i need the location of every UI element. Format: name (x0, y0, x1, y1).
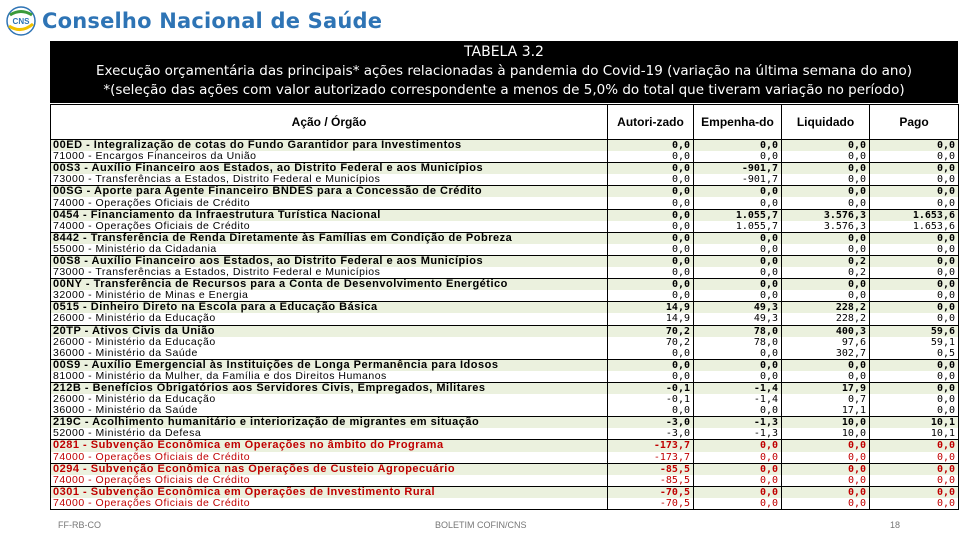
agency-label: 74000 - Operações Oficiais de Crédito (51, 452, 608, 464)
empenhado-value: 78,0 (694, 325, 782, 337)
agency-label: 55000 - Ministério da Cidadania (51, 244, 608, 256)
pago-value: 59,1 (870, 337, 959, 348)
autorizado-value: -3,0 (608, 417, 694, 429)
empenhado-value: 0,0 (694, 279, 782, 291)
pago-value: 0,0 (870, 163, 959, 175)
col-header-pago: Pago (870, 105, 959, 140)
empenhado-value: 1.055,7 (694, 221, 782, 233)
autorizado-value: -3,0 (608, 428, 694, 440)
table-note: *(seleção das ações com valor autorizado correspondente a menos de 5,0% do total que tiveram variação no período) (103, 82, 905, 98)
pago-value: 10,1 (870, 417, 959, 429)
autorizado-value: 0,0 (608, 197, 694, 209)
footer-code: FF-RB-CO (58, 520, 101, 530)
action-row (51, 163, 959, 175)
action-label: 00S3 - Auxílio Financeiro aos Estados, ao Distrito Federal e aos Municípios (51, 163, 608, 175)
autorizado-value: -173,7 (608, 452, 694, 464)
action-label: 00NY - Transferência de Recursos para a Conta de Desenvolvimento Energético (51, 279, 608, 291)
action-row (51, 279, 959, 291)
col-header-liquidado: Liquidado (782, 105, 870, 140)
col-header-autorizado: Autori-zado (608, 105, 694, 140)
empenhado-value: 0,0 (694, 186, 782, 198)
action-label: 00S9 - Auxílio Emergencial às Instituições de Longa Permanência para Idosos (51, 359, 608, 371)
action-label: 0281 - Subvenção Econômica em Operações no âmbito do Programa (51, 440, 608, 452)
liquidado-value: 0,2 (782, 267, 870, 279)
action-label: 00SG - Aporte para Agente Financeiro BNDES para a Concessão de Crédito (51, 186, 608, 198)
empenhado-value: -1,4 (694, 394, 782, 405)
action-label: 0301 - Subvenção Econômica em Operações de Investimento Rural (51, 486, 608, 498)
agency-label: 26000 - Ministério da Educação (51, 394, 608, 405)
agency-label: 32000 - Ministério de Minas e Energia (51, 290, 608, 302)
logo-text: CNS (12, 17, 30, 26)
autorizado-value: 0,0 (608, 151, 694, 163)
pago-value: 0,0 (870, 440, 959, 452)
empenhado-value: 0,0 (694, 267, 782, 279)
empenhado-value: -1,3 (694, 417, 782, 429)
agency-label: 74000 - Operações Oficiais de Crédito (51, 475, 608, 487)
pago-value: 59,6 (870, 325, 959, 337)
pago-value: 0,0 (870, 279, 959, 291)
liquidado-value: 0,0 (782, 174, 870, 186)
empenhado-value: 0,0 (694, 140, 782, 152)
agency-row (51, 221, 959, 233)
agency-row (51, 371, 959, 383)
liquidado-value: 0,0 (782, 452, 870, 464)
liquidado-value: 0,0 (782, 232, 870, 244)
agency-label: 74000 - Operações Oficiais de Crédito (51, 197, 608, 209)
pago-value: 0,0 (870, 405, 959, 417)
liquidado-value: 10,0 (782, 417, 870, 429)
pago-value: 0,0 (870, 359, 959, 371)
pago-value: 0,0 (870, 267, 959, 279)
autorizado-value: -70,5 (608, 486, 694, 498)
liquidado-value: 10,0 (782, 428, 870, 440)
pago-value: 0,0 (870, 313, 959, 325)
pago-value: 0,0 (870, 302, 959, 314)
empenhado-value: 0,0 (694, 463, 782, 475)
empenhado-value: -1,3 (694, 428, 782, 440)
agency-label: 36000 - Ministério da Saúde (51, 348, 608, 360)
action-row (51, 302, 959, 314)
agency-label: 73000 - Transferências a Estados, Distrito Federal e Municípios (51, 174, 608, 186)
pago-value: 0,0 (870, 371, 959, 383)
action-row (51, 417, 959, 429)
empenhado-value: 0,0 (694, 498, 782, 510)
autorizado-value: -0,1 (608, 382, 694, 394)
action-row (51, 486, 959, 498)
pago-value: 0,0 (870, 255, 959, 267)
pago-value: 0,0 (870, 498, 959, 510)
liquidado-value: 0,0 (782, 140, 870, 152)
action-row (51, 382, 959, 394)
autorizado-value: 0,0 (608, 209, 694, 221)
action-row (51, 359, 959, 371)
action-row (51, 232, 959, 244)
liquidado-value: 97,6 (782, 337, 870, 348)
agency-row (51, 394, 959, 405)
autorizado-value: 0,0 (608, 221, 694, 233)
empenhado-value: 0,0 (694, 359, 782, 371)
empenhado-value: 0,0 (694, 290, 782, 302)
empenhado-value: 49,3 (694, 313, 782, 325)
autorizado-value: 70,2 (608, 325, 694, 337)
empenhado-value: 0,0 (694, 371, 782, 383)
footer-page-number: 18 (890, 520, 901, 530)
action-label: 20TP - Ativos Civis da União (51, 325, 608, 337)
empenhado-value: 0,0 (694, 197, 782, 209)
action-row (51, 325, 959, 337)
action-label: 212B - Benefícios Obrigatórios aos Servidores Civis, Empregados, Militares (51, 382, 608, 394)
autorizado-value: 0,0 (608, 279, 694, 291)
pago-value: 1.653,6 (870, 209, 959, 221)
budget-table (50, 104, 959, 510)
liquidado-value: 17,1 (782, 405, 870, 417)
agency-label: 81000 - Ministério da Mulher, da Família e dos Direitos Humanos (51, 371, 608, 383)
agency-label: 52000 - Ministério da Defesa (51, 428, 608, 440)
liquidado-value: 0,0 (782, 440, 870, 452)
agency-label: 26000 - Ministério da Educação (51, 313, 608, 325)
pago-value: 10,1 (870, 428, 959, 440)
pago-value: 0,0 (870, 140, 959, 152)
pago-value: 0,0 (870, 174, 959, 186)
autorizado-value: 0,0 (608, 405, 694, 417)
empenhado-value: 0,0 (694, 475, 782, 487)
liquidado-value: 0,0 (782, 279, 870, 291)
table-number: TABELA 3.2 (464, 44, 544, 60)
autorizado-value: 0,0 (608, 348, 694, 360)
empenhado-value: 78,0 (694, 337, 782, 348)
autorizado-value: 0,0 (608, 140, 694, 152)
agency-row (51, 313, 959, 325)
pago-value: 1.653,6 (870, 221, 959, 233)
agency-label: 73000 - Transferências a Estados, Distrito Federal e Municípios (51, 267, 608, 279)
autorizado-value: 0,0 (608, 359, 694, 371)
agency-row (51, 197, 959, 209)
agency-row (51, 290, 959, 302)
liquidado-value: 0,0 (782, 371, 870, 383)
agency-row (51, 405, 959, 417)
empenhado-value: 0,0 (694, 486, 782, 498)
agency-row (51, 151, 959, 163)
liquidado-value: 0,0 (782, 498, 870, 510)
agency-row (51, 174, 959, 186)
pago-value: 0,0 (870, 475, 959, 487)
action-row (51, 440, 959, 452)
liquidado-value: 0,0 (782, 290, 870, 302)
action-label: 00S8 - Auxílio Financeiro aos Estados, ao Distrito Federal e aos Municípios (51, 255, 608, 267)
cns-logo (6, 6, 36, 36)
empenhado-value: -1,4 (694, 382, 782, 394)
liquidado-value: 0,0 (782, 475, 870, 487)
liquidado-value: 0,0 (782, 197, 870, 209)
action-label: 0294 - Subvenção Econômica nas Operações de Custeio Agropecuário (51, 463, 608, 475)
liquidado-value: 0,0 (782, 359, 870, 371)
liquidado-value: 0,2 (782, 255, 870, 267)
empenhado-value: 0,0 (694, 255, 782, 267)
liquidado-value: 3.576,3 (782, 221, 870, 233)
autorizado-value: 0,0 (608, 267, 694, 279)
agency-label: 36000 - Ministério da Saúde (51, 405, 608, 417)
col-header-empenhado: Empenha-do (694, 105, 782, 140)
liquidado-value: 400,3 (782, 325, 870, 337)
liquidado-value: 0,7 (782, 394, 870, 405)
action-label: 8442 - Transferência de Renda Diretamente às Famílias em Condição de Pobreza (51, 232, 608, 244)
autorizado-value: 0,0 (608, 244, 694, 256)
agency-label: 71000 - Encargos Financeiros da União (51, 151, 608, 163)
empenhado-value: 0,0 (694, 232, 782, 244)
autorizado-value: 0,0 (608, 232, 694, 244)
pago-value: 0,0 (870, 382, 959, 394)
org-title: Conselho Nacional de Saúde (42, 9, 383, 33)
autorizado-value: 14,9 (608, 313, 694, 325)
empenhado-value: 0,0 (694, 151, 782, 163)
autorizado-value: 0,0 (608, 174, 694, 186)
autorizado-value: 0,0 (608, 186, 694, 198)
empenhado-value: 0,0 (694, 405, 782, 417)
autorizado-value: 14,9 (608, 302, 694, 314)
agency-row (51, 244, 959, 256)
action-row (51, 186, 959, 198)
action-label: 00ED - Integralização de cotas do Fundo Garantidor para Investimentos (51, 140, 608, 152)
liquidado-value: 3.576,3 (782, 209, 870, 221)
pago-value: 0,0 (870, 244, 959, 256)
liquidado-value: 228,2 (782, 313, 870, 325)
pago-value: 0,0 (870, 394, 959, 405)
action-row (51, 255, 959, 267)
col-header-acao: Ação / Órgão (51, 105, 608, 140)
action-row (51, 209, 959, 221)
autorizado-value: 0,0 (608, 163, 694, 175)
pago-value: 0,0 (870, 290, 959, 302)
autorizado-value: -85,5 (608, 475, 694, 487)
liquidado-value: 0,0 (782, 463, 870, 475)
action-label: 219C - Acolhimento humanitário e interiorização de migrantes em situação (51, 417, 608, 429)
pago-value: 0,0 (870, 452, 959, 464)
autorizado-value: -85,5 (608, 463, 694, 475)
autorizado-value: 0,0 (608, 371, 694, 383)
action-row (51, 140, 959, 152)
pago-value: 0,0 (870, 486, 959, 498)
autorizado-value: 0,0 (608, 290, 694, 302)
footer-bulletin: BOLETIM COFIN/CNS (435, 520, 527, 530)
pago-value: 0,0 (870, 151, 959, 163)
agency-row (51, 498, 959, 510)
autorizado-value: -173,7 (608, 440, 694, 452)
agency-row (51, 337, 959, 348)
liquidado-value: 302,7 (782, 348, 870, 360)
agency-label: 26000 - Ministério da Educação (51, 337, 608, 348)
liquidado-value: 0,0 (782, 163, 870, 175)
empenhado-value: -901,7 (694, 174, 782, 186)
agency-label: 74000 - Operações Oficiais de Crédito (51, 498, 608, 510)
agency-row (51, 475, 959, 487)
liquidado-value: 0,0 (782, 486, 870, 498)
pago-value: 0,0 (870, 197, 959, 209)
empenhado-value: 1.055,7 (694, 209, 782, 221)
empenhado-value: 0,0 (694, 348, 782, 360)
action-label: 0515 - Dinheiro Direto na Escola para a Educação Básica (51, 302, 608, 314)
action-row (51, 463, 959, 475)
agency-row (51, 348, 959, 360)
empenhado-value: 0,0 (694, 452, 782, 464)
liquidado-value: 228,2 (782, 302, 870, 314)
table-header-row (51, 105, 959, 140)
pago-value: 0,0 (870, 463, 959, 475)
agency-row (51, 428, 959, 440)
agency-label: 74000 - Operações Oficiais de Crédito (51, 221, 608, 233)
liquidado-value: 0,0 (782, 186, 870, 198)
liquidado-value: 0,0 (782, 244, 870, 256)
pago-value: 0,0 (870, 186, 959, 198)
liquidado-value: 0,0 (782, 151, 870, 163)
pago-value: 0,5 (870, 348, 959, 360)
agency-row (51, 452, 959, 464)
autorizado-value: -70,5 (608, 498, 694, 510)
autorizado-value: 0,0 (608, 255, 694, 267)
pago-value: 0,0 (870, 232, 959, 244)
table-caption: Execução orçamentária das principais* ações relacionadas à pandemia do Covid-19 (variação na última semana do ano) (96, 63, 912, 79)
autorizado-value: 70,2 (608, 337, 694, 348)
agency-row (51, 267, 959, 279)
empenhado-value: 0,0 (694, 244, 782, 256)
empenhado-value: 49,3 (694, 302, 782, 314)
table-title-banner (50, 41, 958, 103)
empenhado-value: 0,0 (694, 440, 782, 452)
liquidado-value: 17,9 (782, 382, 870, 394)
action-label: 0454 - Financiamento da Infraestrutura Turística Nacional (51, 209, 608, 221)
empenhado-value: -901,7 (694, 163, 782, 175)
autorizado-value: -0,1 (608, 394, 694, 405)
